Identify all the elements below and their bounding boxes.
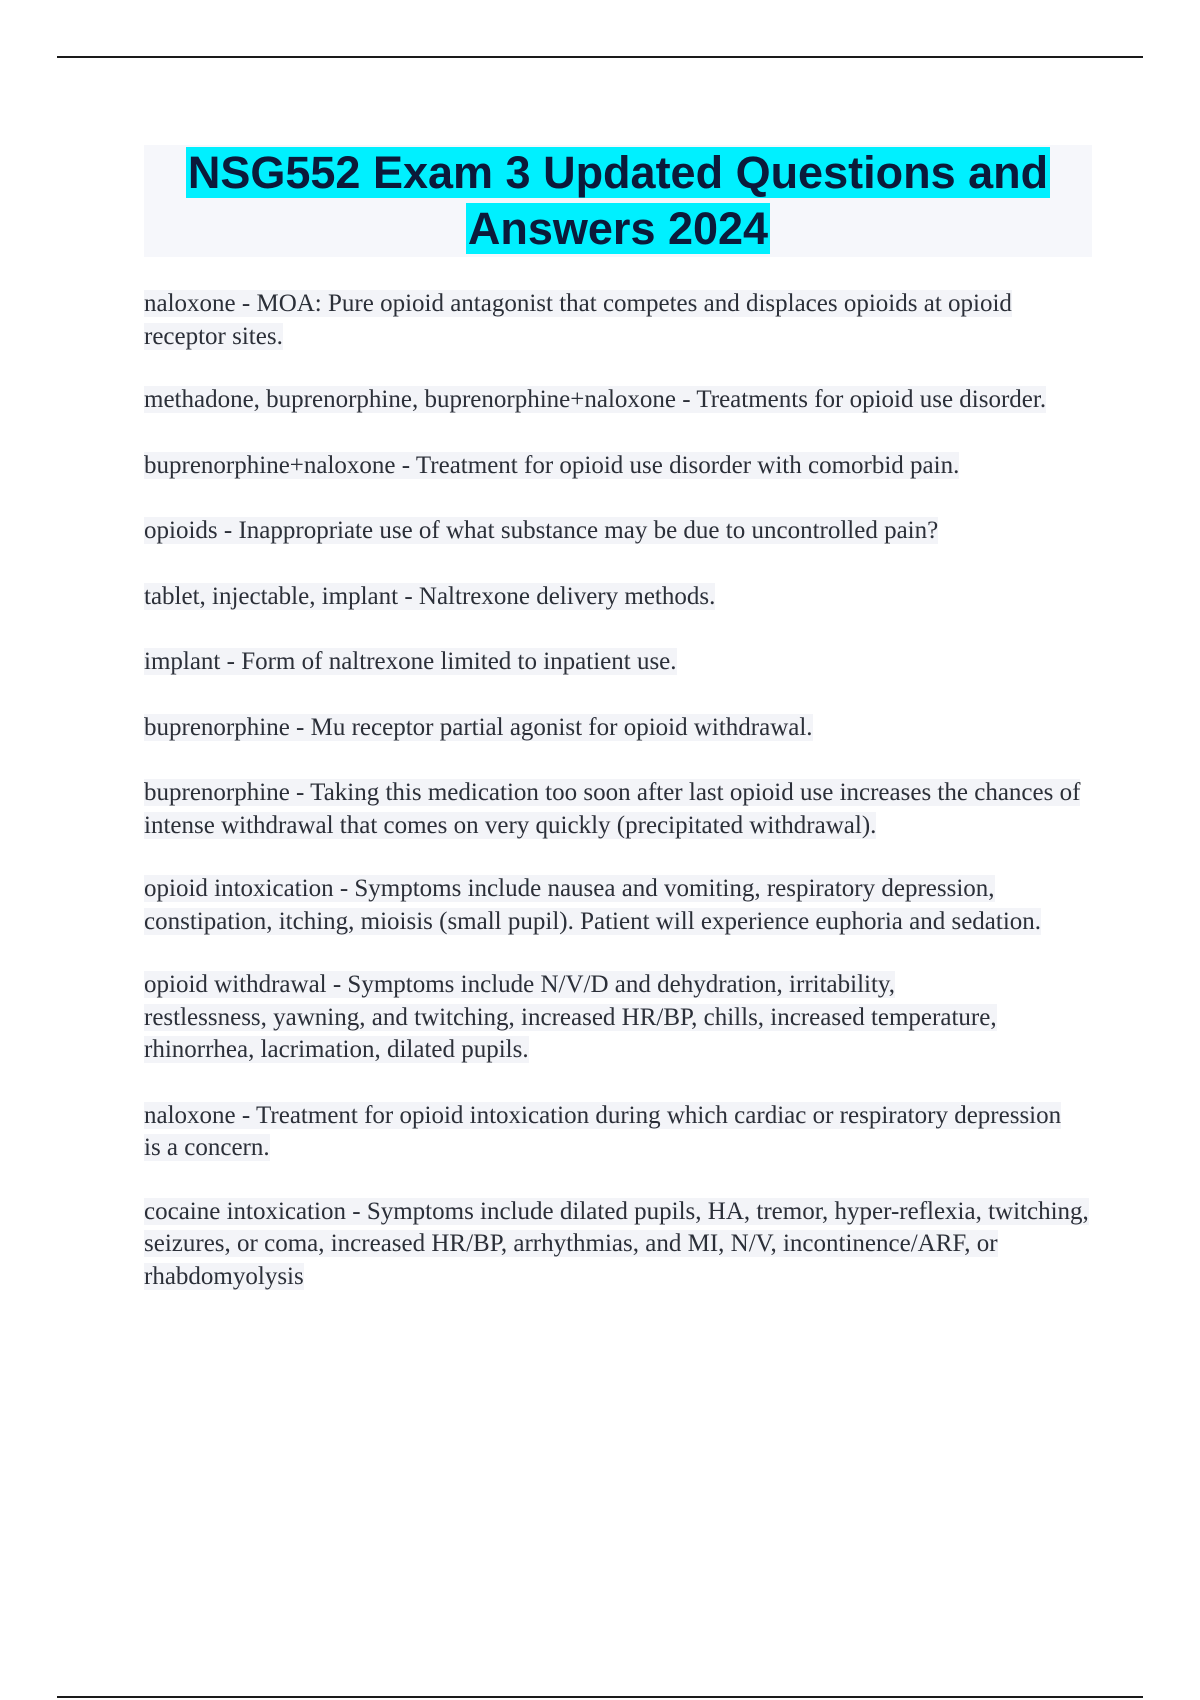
qa-entry-text: opioids - Inappropriate use of what substance may be due to uncontrolled pain? bbox=[144, 517, 939, 544]
qa-list bbox=[144, 288, 1104, 1293]
qa-entry bbox=[144, 581, 1104, 614]
title-line-1: NSG552 Exam 3 Updated Questions and bbox=[187, 147, 1049, 198]
qa-entry bbox=[144, 873, 1044, 938]
qa-entry bbox=[144, 969, 1004, 1067]
qa-entry-text: buprenorphine+naloxone - Treatment for opioid use disorder with comorbid pain. bbox=[144, 451, 960, 479]
qa-entry bbox=[144, 450, 1104, 483]
document-title bbox=[144, 145, 1092, 257]
qa-entry-text: naloxone - Treatment for opioid intoxication during which cardiac or respiratory depression is a concern. bbox=[144, 1101, 1062, 1161]
qa-entry bbox=[144, 646, 1104, 679]
qa-entry bbox=[144, 515, 1104, 548]
qa-entry-text: methadone, buprenorphine, buprenorphine+naloxone - Treatments for opioid use disorder. bbox=[144, 386, 1047, 413]
qa-entry-text: tablet, injectable, implant - Naltrexone delivery methods. bbox=[144, 582, 716, 610]
title-line-2: Answers 2024 bbox=[467, 203, 769, 254]
top-rule bbox=[57, 56, 1143, 58]
qa-entry-text: implant - Form of naltrexone limited to inpatient use. bbox=[144, 648, 677, 675]
qa-entry-text: cocaine intoxication - Symptoms include dilated pupils, HA, tremor, hyper-reflexia, twitching, seizures, or coma, increased HR/BP, arrhythmias, and MI, N/V, incontinence/ARF, or rhabdomyolysis bbox=[144, 1197, 1089, 1290]
qa-entry-text: buprenorphine - Mu receptor partial agonist for opioid withdrawal. bbox=[144, 713, 813, 741]
qa-entry-text: opioid intoxication - Symptoms include nausea and vomiting, respiratory depression, constipation, itching, mioisis (small pupil). Patient will experience euphoria and sedation. bbox=[144, 875, 1042, 935]
qa-entry bbox=[144, 384, 1054, 417]
qa-entry bbox=[144, 1100, 1074, 1165]
qa-entry-text: buprenorphine - Taking this medication too soon after last opioid use increases the chances of intense withdrawal that comes on very quickly (precipitated withdrawal). bbox=[144, 779, 1081, 839]
qa-entry bbox=[144, 288, 1034, 353]
qa-entry bbox=[144, 1196, 1094, 1294]
bottom-rule bbox=[57, 1696, 1143, 1698]
qa-entry-text: naloxone - MOA: Pure opioid antagonist that competes and displaces opioids at opioid receptor sites. bbox=[144, 290, 1012, 350]
qa-entry bbox=[144, 712, 1104, 745]
qa-entry-text: opioid withdrawal - Symptoms include N/V/D and dehydration, irritability, restlessness, yawning, and twitching, increased HR/BP, chills, increased temperature, rhinorrhea, lacrimation, dilated pupils. bbox=[144, 971, 997, 1063]
qa-entry bbox=[144, 777, 1094, 842]
